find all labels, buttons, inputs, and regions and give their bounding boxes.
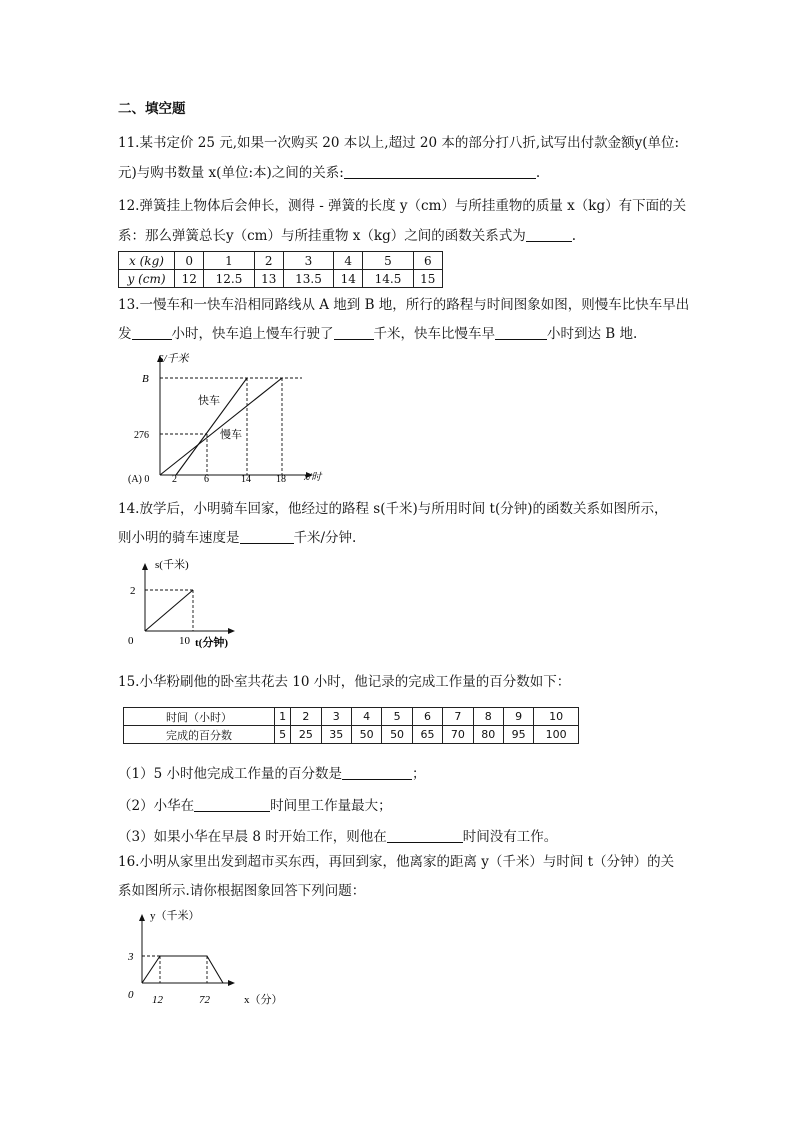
q15-sub1-end: ； xyxy=(411,766,426,782)
q13-blank-2[interactable] xyxy=(334,325,374,340)
q14-line xyxy=(145,590,193,631)
q12-y-label: y (cm) xyxy=(119,270,175,288)
q13-chart xyxy=(120,346,330,486)
q13-tick-2: 2 xyxy=(172,474,177,485)
q15-pct-cell: 65 xyxy=(412,726,442,744)
q14-text-b: 千米/分钟. xyxy=(293,530,357,546)
q15-sub2 xyxy=(118,797,392,815)
q12-y-cell: 13.5 xyxy=(283,270,333,288)
q15-sub1-blank[interactable] xyxy=(342,765,412,780)
q16-tick-12: 12 xyxy=(152,994,163,1006)
q15-pct-cell: 70 xyxy=(443,726,473,744)
q15-sub1 xyxy=(118,765,425,783)
q15-sub1-text: （1）5 小时他完成工作量的百分数是 xyxy=(118,766,342,782)
q15-table xyxy=(123,707,579,744)
q12-row-x xyxy=(119,252,443,270)
q13-ylabel: S/千米 xyxy=(158,353,189,365)
q13-text-b: 小时，快车追上慢车行驶了 xyxy=(171,326,334,342)
q13-fast-line xyxy=(176,378,247,475)
q15-pct-cell: 95 xyxy=(503,726,533,744)
q12-x-label: x (kg) xyxy=(119,252,175,270)
q14-text-a: 则小明的骑车速度是 xyxy=(118,530,240,546)
q13-slow-line xyxy=(160,378,282,475)
q15-sub2-blank[interactable] xyxy=(194,797,270,812)
q15-pct-cell: 25 xyxy=(291,726,321,744)
q15-time-cell: 8 xyxy=(473,708,503,726)
q16-ylabel: y（千米） xyxy=(150,910,200,922)
q16-x-arrow xyxy=(228,980,235,986)
q11-text: 元)与购书数量 x(单位:本)之间的关系: xyxy=(118,165,344,181)
q14-chart xyxy=(120,556,260,652)
q14-xlabel: t(分钟) xyxy=(195,637,228,649)
q13-text-c: 千米，快车比慢车早 xyxy=(373,326,495,342)
q12-x-cell: 0 xyxy=(175,252,204,270)
q12-y-cell: 14.5 xyxy=(363,270,413,288)
q12-x-cell: 2 xyxy=(254,252,283,270)
q13-xlabel: x/时 xyxy=(304,472,322,483)
q15-pct-cell: 35 xyxy=(321,726,351,744)
q13-tick-6: 6 xyxy=(204,474,209,485)
q13-slow-label: 慢车 xyxy=(220,429,242,441)
q12-x-cell: 3 xyxy=(283,252,333,270)
q15-pct-cell: 5 xyxy=(275,726,291,744)
q16-chart xyxy=(120,906,300,1011)
q16-tick-3: 3 xyxy=(128,951,134,963)
q15-pct-cell: 80 xyxy=(473,726,503,744)
q14-tick-10: 10 xyxy=(179,635,190,647)
q16-origin: 0 xyxy=(128,989,134,1001)
q15-time-cell: 6 xyxy=(412,708,442,726)
q13-blank-3[interactable] xyxy=(495,325,547,340)
q16-y-arrow xyxy=(139,914,145,921)
q15-sub2-end: 时间里工作量最大； xyxy=(270,798,392,814)
q12-x-cell: 6 xyxy=(413,252,442,270)
q13-tick-18: 18 xyxy=(276,474,286,485)
q16-xlabel: x（分） xyxy=(244,994,283,1006)
q15-pct-cell: 50 xyxy=(382,726,412,744)
q14-ylabel: s(千米) xyxy=(155,559,189,571)
q12-line2 xyxy=(118,227,576,245)
q13-fast-label: 快车 xyxy=(198,395,220,407)
q15-sub3-blank[interactable] xyxy=(387,828,463,843)
q12-text: 系：那么弹簧总长y（cm）与所挂重物 x（kg）之间的函数关系式为 xyxy=(118,228,526,244)
q13-blank-1[interactable] xyxy=(132,325,172,340)
q12-answer-blank[interactable] xyxy=(526,227,572,242)
q14-x-arrow xyxy=(228,628,235,634)
section-title: 二、填空题 xyxy=(118,101,186,117)
q15-sub3-text: （3）如果小华在早晨 8 时开始工作，则他在 xyxy=(118,829,387,845)
q12-end: . xyxy=(571,228,577,244)
q13-b-label: B xyxy=(142,373,149,385)
q13-text-d: 小时到达 B 地. xyxy=(547,326,638,342)
q12-line1: 12.弹簧挂上物体后会伸长，测得 - 弹簧的长度 y（cm）与所挂重物的质量 x（kg）有下面的关 xyxy=(118,198,687,214)
q15-time-cell: 9 xyxy=(503,708,533,726)
q15-pct-cell: 50 xyxy=(351,726,381,744)
q11-end: . xyxy=(535,165,541,181)
q12-y-cell: 15 xyxy=(413,270,442,288)
q15-row-percent xyxy=(124,726,579,744)
q15-time-cell: 4 xyxy=(351,708,381,726)
q13-text-a: 发 xyxy=(118,326,132,342)
q16-tick-72: 72 xyxy=(199,994,210,1006)
q14-y-arrow xyxy=(142,563,148,570)
q13-origin-label: (A) 0 xyxy=(128,474,150,485)
q16-line xyxy=(142,956,223,983)
q16-line1: 16.小明从家里出发到超市买东西，再回到家，他离家的距离 y（千米）与时间 t（分钟）的关 xyxy=(118,854,675,870)
q15-sub3 xyxy=(118,828,557,846)
q12-y-cell: 13 xyxy=(254,270,283,288)
q15-line1: 15.小华粉刷他的卧室共花去 10 小时，他记录的完成工作量的百分数如下： xyxy=(118,674,571,690)
q12-row-y xyxy=(119,270,443,288)
q15-time-cell: 1 xyxy=(275,708,291,726)
q15-sub2-text: （2）小华在 xyxy=(118,798,195,814)
q11-answer-blank[interactable] xyxy=(344,164,536,179)
q15-time-cell: 2 xyxy=(291,708,321,726)
q12-y-cell: 12 xyxy=(175,270,204,288)
q11-line2 xyxy=(118,164,540,182)
q12-x-cell: 4 xyxy=(334,252,363,270)
q13-276-label: 276 xyxy=(134,430,149,441)
q13-tick-14: 14 xyxy=(241,474,251,485)
q15-time-cell: 3 xyxy=(321,708,351,726)
q15-time-cell: 10 xyxy=(534,708,579,726)
q15-sub3-end: 时间没有工作。 xyxy=(462,829,558,845)
q14-tick-2: 2 xyxy=(130,585,136,597)
q12-y-cell: 14 xyxy=(334,270,363,288)
q15-row2-label: 完成的百分数 xyxy=(124,726,275,744)
q15-row1-label: 时间（小时） xyxy=(124,708,275,726)
q15-row-time xyxy=(124,708,579,726)
q14-blank[interactable] xyxy=(240,529,294,544)
q14-origin: 0 xyxy=(128,635,134,647)
q13-line2 xyxy=(118,325,637,343)
q11-line1: 11.某书定价 25 元,如果一次购买 20 本以上,超过 20 本的部分打八折,试写出付款金额y(单位: xyxy=(118,135,680,151)
q12-x-cell: 1 xyxy=(204,252,254,270)
q16-line2: 系如图所示.请你根据图象回答下列问题： xyxy=(118,883,366,899)
q14-line1: 14.放学后，小明骑车回家，他经过的路程 s(千米)与所用时间 t(分钟)的函数关系如图所示， xyxy=(118,501,668,517)
q12-table xyxy=(118,251,443,288)
q12-y-cell: 12.5 xyxy=(204,270,254,288)
q15-pct-cell: 100 xyxy=(534,726,579,744)
q15-time-cell: 5 xyxy=(382,708,412,726)
q15-time-cell: 7 xyxy=(443,708,473,726)
q13-line1: 13.一慢车和一快车沿相同路线从 A 地到 B 地，所行的路程与时间图象如图，则慢车比快车早出 xyxy=(118,297,690,313)
q12-x-cell: 5 xyxy=(363,252,413,270)
q14-line2 xyxy=(118,529,356,547)
